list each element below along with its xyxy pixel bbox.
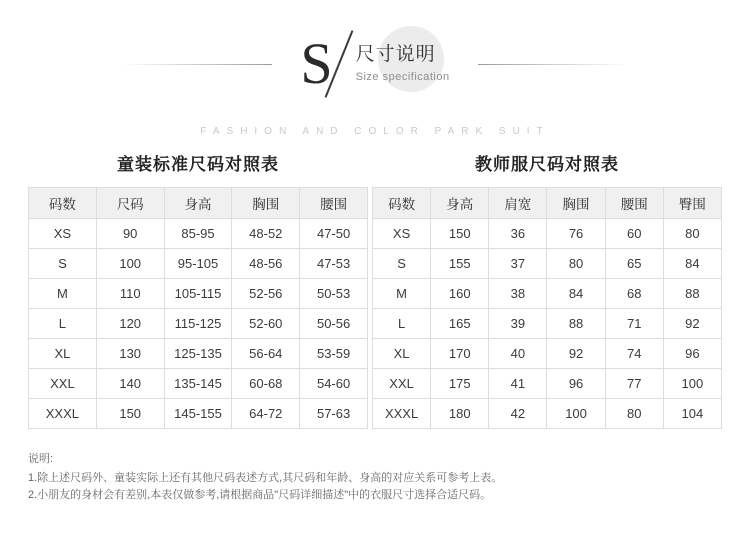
cell-size-code: L: [373, 309, 431, 339]
cell-bust: 48-56: [232, 249, 300, 279]
table-row: [29, 399, 368, 429]
cell-waist: 50-53: [300, 279, 368, 309]
cell-hip: 100: [663, 369, 721, 399]
cell-bust: 48-52: [232, 219, 300, 249]
logo-block: [300, 28, 449, 100]
table-row: [29, 369, 368, 399]
table-row: [29, 249, 368, 279]
kids-size-chart-block: [28, 150, 368, 429]
cell-height: 160: [431, 279, 489, 309]
cell-waist: 47-50: [300, 219, 368, 249]
cell-height: 105-115: [164, 279, 232, 309]
cell-height: 150: [431, 219, 489, 249]
teacher-size-chart-block: [372, 150, 722, 429]
cell-height: 170: [431, 339, 489, 369]
teacher-size-chart-table: [372, 187, 722, 429]
cell-waist: 47-53: [300, 249, 368, 279]
table-row: [29, 279, 368, 309]
cell-waist: 54-60: [300, 369, 368, 399]
cell-bust: 52-60: [232, 309, 300, 339]
cell-hip: 104: [663, 399, 721, 429]
cell-size-code: S: [373, 249, 431, 279]
cell-shoulder: 37: [489, 249, 547, 279]
cell-waist: 68: [605, 279, 663, 309]
page-header: [0, 0, 750, 150]
cell-shoulder: 39: [489, 309, 547, 339]
cell-hip: 92: [663, 309, 721, 339]
cell-waist: 60: [605, 219, 663, 249]
cell-size: 110: [96, 279, 164, 309]
cell-height: 145-155: [164, 399, 232, 429]
cell-waist: 71: [605, 309, 663, 339]
cell-size: 130: [96, 339, 164, 369]
cell-size-code: XXXL: [29, 399, 97, 429]
cell-waist: 57-63: [300, 399, 368, 429]
column-header: 腰围: [605, 188, 663, 219]
column-header: 胸围: [547, 188, 605, 219]
cell-waist: 50-56: [300, 309, 368, 339]
header-banner: [0, 28, 750, 100]
cell-height: 85-95: [164, 219, 232, 249]
size-tables: [0, 150, 750, 429]
notes-section: [0, 429, 750, 504]
table-row: [29, 219, 368, 249]
column-header: 臀围: [663, 188, 721, 219]
cell-size: 90: [96, 219, 164, 249]
cell-waist: 74: [605, 339, 663, 369]
cell-bust: 76: [547, 219, 605, 249]
cell-size-code: M: [373, 279, 431, 309]
cell-height: 115-125: [164, 309, 232, 339]
cell-hip: 96: [663, 339, 721, 369]
cell-waist: 77: [605, 369, 663, 399]
cell-height: 175: [431, 369, 489, 399]
notes-heading: 说明:: [28, 453, 54, 465]
cell-waist: 65: [605, 249, 663, 279]
cell-height: 180: [431, 399, 489, 429]
table-row: [373, 399, 722, 429]
cell-bust: 100: [547, 399, 605, 429]
page-subtitle: Size specification: [355, 71, 450, 83]
column-header: 身高: [164, 188, 232, 219]
header-title-group: [354, 42, 450, 86]
cell-hip: 80: [663, 219, 721, 249]
cell-bust: 60-68: [232, 369, 300, 399]
cell-height: 135-145: [164, 369, 232, 399]
column-header: 尺码: [96, 188, 164, 219]
cell-size: 100: [96, 249, 164, 279]
cell-size: 120: [96, 309, 164, 339]
cell-shoulder: 41: [489, 369, 547, 399]
table-row: [373, 339, 722, 369]
column-header: 腰围: [300, 188, 368, 219]
cell-size-code: XL: [373, 339, 431, 369]
cell-bust: 56-64: [232, 339, 300, 369]
column-header: 肩宽: [489, 188, 547, 219]
column-header: 码数: [29, 188, 97, 219]
cell-size-code: XXL: [29, 369, 97, 399]
cell-shoulder: 42: [489, 399, 547, 429]
cell-bust: 96: [547, 369, 605, 399]
cell-bust: 88: [547, 309, 605, 339]
cell-height: 155: [431, 249, 489, 279]
cell-hip: 84: [663, 249, 721, 279]
cell-bust: 84: [547, 279, 605, 309]
table-row: [373, 309, 722, 339]
column-header: 胸围: [232, 188, 300, 219]
divider-left: [122, 64, 272, 65]
cell-size-code: M: [29, 279, 97, 309]
cell-size-code: L: [29, 309, 97, 339]
table-header-row: [373, 188, 722, 219]
cell-size-code: XXL: [373, 369, 431, 399]
divider-right: [478, 64, 628, 65]
cell-size-code: S: [29, 249, 97, 279]
table-row: [373, 249, 722, 279]
table-row: [373, 369, 722, 399]
column-header: 身高: [431, 188, 489, 219]
cell-shoulder: 38: [489, 279, 547, 309]
teacher-size-chart-title: 教师服尺码对照表: [475, 155, 619, 174]
cell-bust: 80: [547, 249, 605, 279]
cell-waist: 53-59: [300, 339, 368, 369]
page-title: 尺寸说明: [355, 44, 436, 65]
cell-size-code: XS: [373, 219, 431, 249]
table-row: [373, 219, 722, 249]
kids-size-chart-table: [28, 187, 368, 429]
cell-shoulder: 36: [489, 219, 547, 249]
cell-shoulder: 40: [489, 339, 547, 369]
note-line-2: 2.小朋友的身材会有差别,本表仅做参考,请根据商品"尺码详细描述"中的衣服尺寸选择合适尺码。: [28, 489, 492, 501]
logo-letter: S: [300, 31, 332, 96]
cell-waist: 80: [605, 399, 663, 429]
cell-bust: 92: [547, 339, 605, 369]
table-row: [373, 279, 722, 309]
cell-height: 95-105: [164, 249, 232, 279]
table-row: [29, 339, 368, 369]
table-row: [29, 309, 368, 339]
cell-size-code: XL: [29, 339, 97, 369]
cell-bust: 52-56: [232, 279, 300, 309]
cell-hip: 88: [663, 279, 721, 309]
cell-size-code: XXXL: [373, 399, 431, 429]
cell-size: 140: [96, 369, 164, 399]
note-line-1: 1.除上述尺码外、童装实际上还有其他尺码表述方式,其尺码和年龄、身高的对应关系可参考上表。: [28, 472, 503, 484]
column-header: 码数: [373, 188, 431, 219]
cell-size-code: XS: [29, 219, 97, 249]
header-tagline: FASHION AND COLOR PARK SUIT: [200, 126, 550, 137]
kids-size-chart-title: 童装标准尺码对照表: [117, 155, 279, 174]
cell-height: 165: [431, 309, 489, 339]
table-header-row: [29, 188, 368, 219]
cell-size: 150: [96, 399, 164, 429]
cell-height: 125-135: [164, 339, 232, 369]
cell-bust: 64-72: [232, 399, 300, 429]
